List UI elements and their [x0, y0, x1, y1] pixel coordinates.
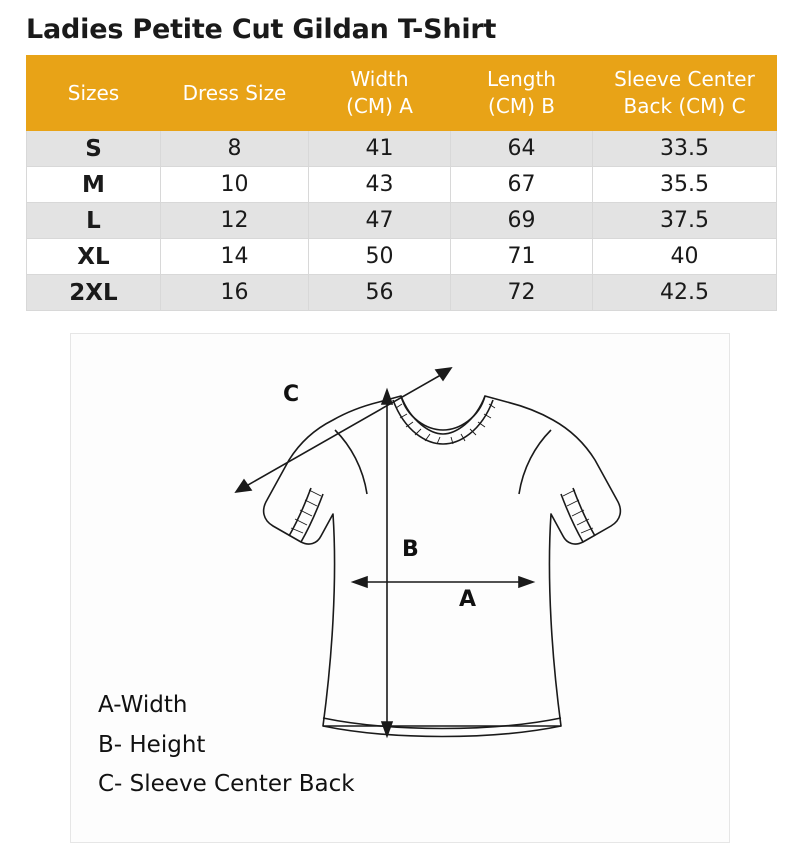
column-header-sleeve-line2: Back (CM) C	[623, 94, 746, 118]
table-row	[27, 131, 777, 167]
measure-line-c	[241, 372, 446, 489]
measurement-labels	[283, 382, 476, 612]
cell-size: 2XL	[27, 275, 161, 311]
size-table	[26, 55, 777, 311]
cell-length: 69	[451, 203, 593, 239]
column-header-width-line2: (CM) A	[346, 94, 413, 118]
table-header	[27, 56, 777, 131]
cell-width: 41	[309, 131, 451, 167]
table-row	[27, 167, 777, 203]
table-body	[27, 131, 777, 311]
table-row	[27, 203, 777, 239]
cell-dress-size: 10	[161, 167, 309, 203]
column-header-sizes-line1: Sizes	[67, 80, 120, 105]
label-c: C	[283, 382, 300, 407]
cell-sleeve: 42.5	[593, 275, 777, 311]
cell-length: 72	[451, 275, 593, 311]
column-header-sleeve-line1: Sleeve Center	[614, 67, 755, 91]
arrow-c-top	[436, 368, 451, 380]
table-row	[27, 239, 777, 275]
arrow-a-left	[353, 577, 367, 587]
label-a: A	[459, 587, 477, 612]
cell-size: XL	[27, 239, 161, 275]
column-header-width-line1: Width	[350, 67, 409, 91]
cell-length: 71	[451, 239, 593, 275]
measurement-arrows	[236, 368, 533, 736]
cell-dress-size: 8	[161, 131, 309, 167]
cell-size: M	[27, 167, 161, 203]
cell-width: 56	[309, 275, 451, 311]
arrow-c-bottom	[236, 480, 251, 492]
legend-item-a: A-Width	[98, 692, 188, 718]
arrow-a-right	[519, 577, 533, 587]
cell-width: 43	[309, 167, 451, 203]
column-header-length-line1: Length	[487, 67, 556, 91]
cell-dress-size: 16	[161, 275, 309, 311]
column-header-dress-size-line1: Dress Size	[182, 80, 287, 105]
arrow-b-top	[382, 390, 392, 404]
column-header-length	[451, 56, 593, 131]
cell-sleeve: 40	[593, 239, 777, 275]
cell-sleeve: 37.5	[593, 203, 777, 239]
column-header-sleeve	[593, 56, 777, 131]
cell-size: L	[27, 203, 161, 239]
legend-item-c: C- Sleeve Center Back	[98, 771, 355, 798]
cell-size: S	[27, 131, 161, 167]
cell-length: 67	[451, 167, 593, 203]
column-header-dress-size	[161, 56, 309, 131]
cell-width: 47	[309, 203, 451, 239]
page-title: Ladies Petite Cut Gildan T-Shirt	[26, 14, 497, 45]
table-header-row	[27, 56, 777, 131]
column-header-width	[309, 56, 451, 131]
collar-ribbing	[396, 404, 495, 444]
cell-length: 64	[451, 131, 593, 167]
cell-dress-size: 14	[161, 239, 309, 275]
cell-dress-size: 12	[161, 203, 309, 239]
cell-width: 50	[309, 239, 451, 275]
cell-sleeve: 35.5	[593, 167, 777, 203]
table-row	[27, 275, 777, 311]
column-header-length-line2: (CM) B	[488, 94, 555, 118]
legend-item-b: B- Height	[98, 731, 206, 758]
diagram-legend	[98, 686, 355, 805]
label-b: B	[402, 537, 419, 562]
cell-sleeve: 33.5	[593, 131, 777, 167]
column-header-sizes	[27, 56, 161, 131]
